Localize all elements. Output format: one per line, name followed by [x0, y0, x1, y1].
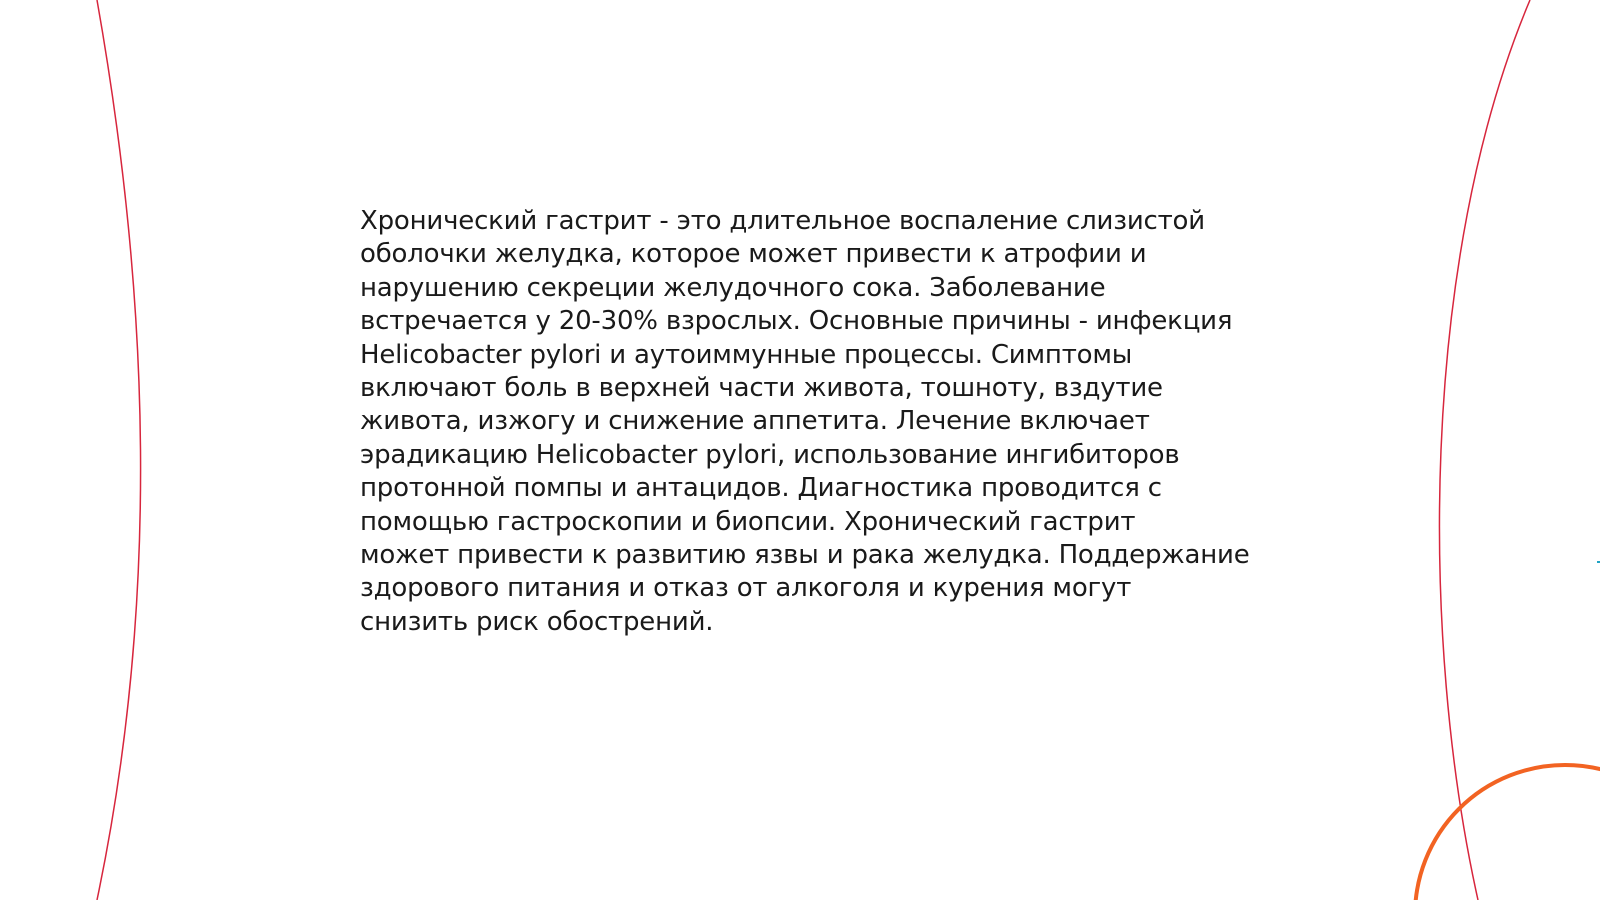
left-curve-line — [97, 0, 141, 900]
orange-circle-arc — [1415, 765, 1600, 900]
right-curve-line — [1439, 0, 1530, 900]
body-text: Хронический гастрит - это длительное воспаление слизистой оболочки желудка, которое может привести к атрофии и нарушению секреции желудочного сока. Заболевание встречается у 20-30% взрослых. Основные причины - инфекция Helicobacter pylori и аутоиммунные процессы. Симптомы включают боль в верхней части живота, тошноту, вздутие живота, изжогу и снижение аппетита. Лечение включает эрадикацию Helicobacter pylori, использование ингибиторов протонной помпы и антацидов. Диагностика проводится с помощью гастроскопии и биопсии. Хронический гастрит может привести к развитию язвы и рака желудка. Поддержание здорового питания и отказ от алкоголя и курения могут снизить риск обострений. — [360, 206, 1250, 637]
